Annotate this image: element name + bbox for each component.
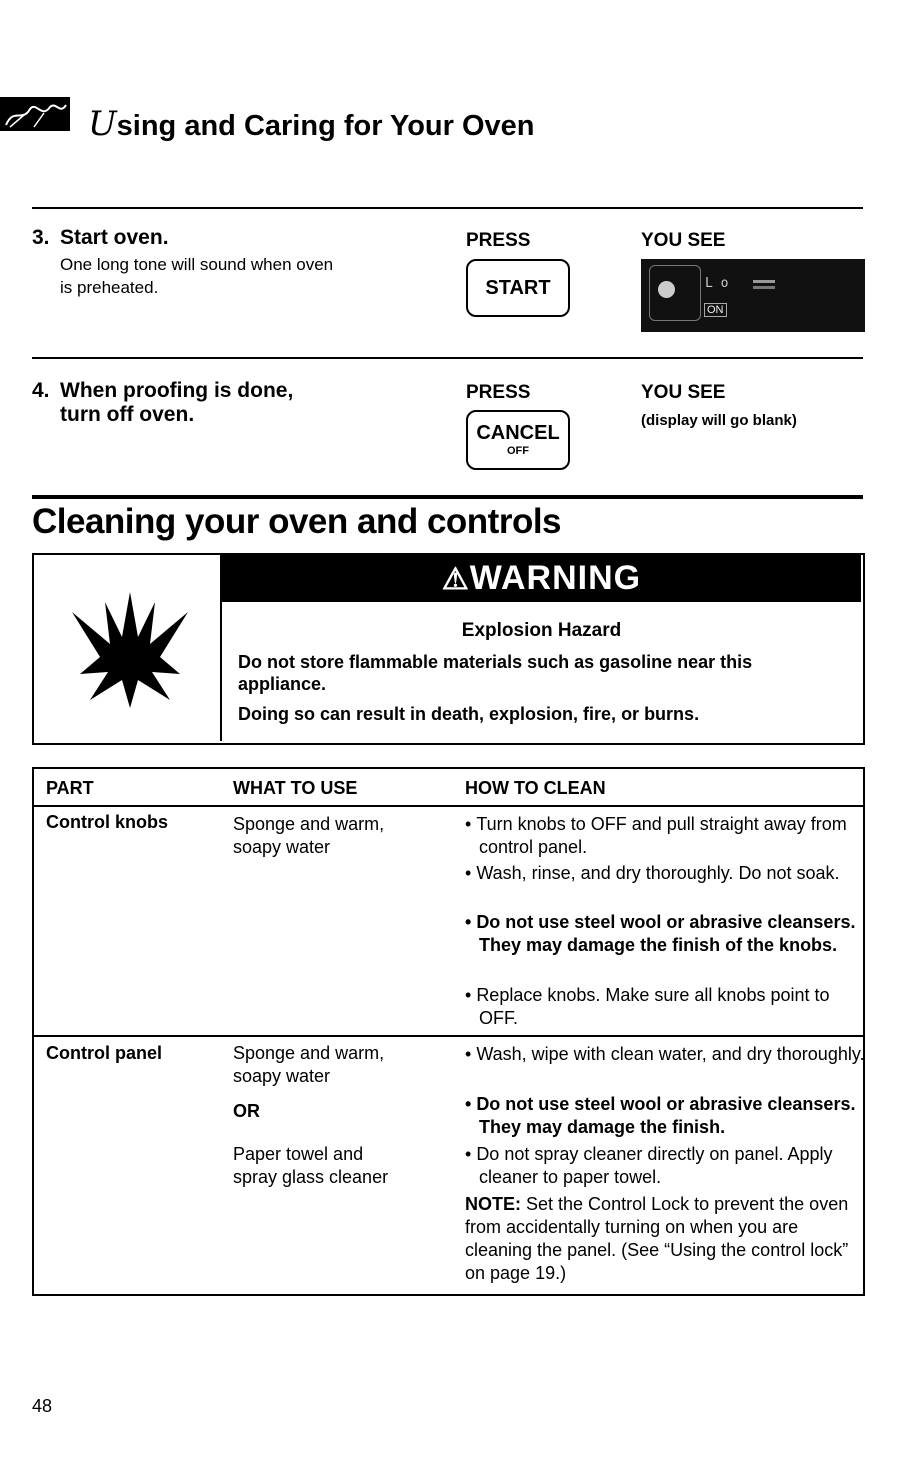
section-title: Cleaning your oven and controls: [32, 502, 562, 541]
display-readout: L o: [705, 276, 729, 291]
use-line: soapy water: [233, 837, 331, 857]
warning-line3: Doing so can result in death, explosion, fire, or burns.: [238, 704, 700, 724]
display-indicator: [753, 280, 775, 283]
display-on-indicator: ON: [704, 303, 727, 317]
display-blank-note: (display will go blank): [641, 412, 797, 429]
step-4-title-line1: When proofing is done,: [60, 379, 294, 402]
step-3-you-see-label: YOU SEE: [641, 230, 726, 251]
page-header-title: Using and Caring for Your Oven: [88, 104, 535, 144]
explosion-icon: [60, 582, 200, 712]
divider: [32, 207, 863, 209]
clean-warning: • Do not use steel wool or abrasive cleansers. They may damage the finish.: [465, 1093, 871, 1139]
use-line: Sponge and warm,: [233, 1043, 385, 1063]
oven-display: [641, 259, 865, 332]
start-button[interactable]: START: [466, 259, 570, 317]
step-4-number: 4.: [32, 379, 50, 402]
off-button-label: OFF: [507, 445, 529, 457]
fan-icon: [658, 281, 675, 298]
clean-step: • Turn knobs to OFF and pull straight away from control panel.: [465, 813, 871, 859]
warning-hazard: Explosion Hazard: [461, 620, 622, 641]
warning-line2: appliance.: [238, 674, 327, 694]
clean-step: • Wash, wipe with clean water, and dry thoroughly.: [465, 1043, 871, 1066]
step-4-title-line2: turn off oven.: [60, 403, 195, 426]
header-logo: [0, 97, 70, 131]
cancel-button-label: CANCEL: [476, 422, 560, 444]
section-divider: [32, 495, 863, 499]
step-3-title: Start oven.: [60, 226, 169, 249]
step-3-sub-line2: is preheated.: [60, 278, 159, 297]
use-line: Sponge and warm,: [233, 814, 385, 834]
table-header-what: WHAT TO USE: [233, 778, 358, 798]
step-3-number: 3.: [32, 226, 50, 249]
note-label: NOTE:: [465, 1194, 521, 1214]
step-3-sub-line1: One long tone will sound when oven: [60, 255, 334, 274]
divider: [32, 357, 863, 359]
table-row-rule: [32, 1035, 863, 1037]
display-indicator: [753, 286, 775, 289]
part-control-knobs: Control knobs: [46, 812, 168, 832]
clean-step: • Do not spray cleaner directly on panel. Apply cleaner to paper towel.: [465, 1143, 871, 1189]
clean-step: • Wash, rinse, and dry thoroughly. Do not soak.: [465, 862, 871, 885]
step-4-press-label: PRESS: [466, 382, 531, 403]
cancel-off-button[interactable]: [466, 410, 570, 470]
use-line: soapy water: [233, 1066, 331, 1086]
use-or: OR: [233, 1101, 260, 1121]
warning-triangle-icon: ⚠: [441, 563, 470, 596]
clean-warning: • Do not use steel wool or abrasive cleansers. They may damage the finish of the knobs.: [465, 911, 871, 957]
table-header-rule: [32, 805, 863, 807]
clean-step: • Replace knobs. Make sure all knobs point to OFF.: [465, 984, 871, 1030]
note: [465, 1193, 857, 1285]
display-frame: [649, 265, 701, 321]
step-3-press-label: PRESS: [466, 230, 531, 251]
part-control-panel: Control panel: [46, 1043, 162, 1063]
table-header-how: HOW TO CLEAN: [465, 778, 606, 798]
table-header-part: PART: [46, 778, 94, 798]
use-line: Paper towel and: [233, 1144, 364, 1164]
note-text: Set the Control Lock to prevent the oven from accidentally turning on when you are cleaning the panel. (See “Using the control lock” on page 19.): [465, 1194, 849, 1283]
step-4-you-see-label: YOU SEE: [641, 382, 726, 403]
warning-line1: Do not store flammable materials such as gasoline near this: [238, 652, 753, 672]
warning-banner: ⚠WARNING: [222, 555, 861, 602]
page-number: 48: [32, 1396, 53, 1416]
use-line: spray glass cleaner: [233, 1167, 389, 1187]
